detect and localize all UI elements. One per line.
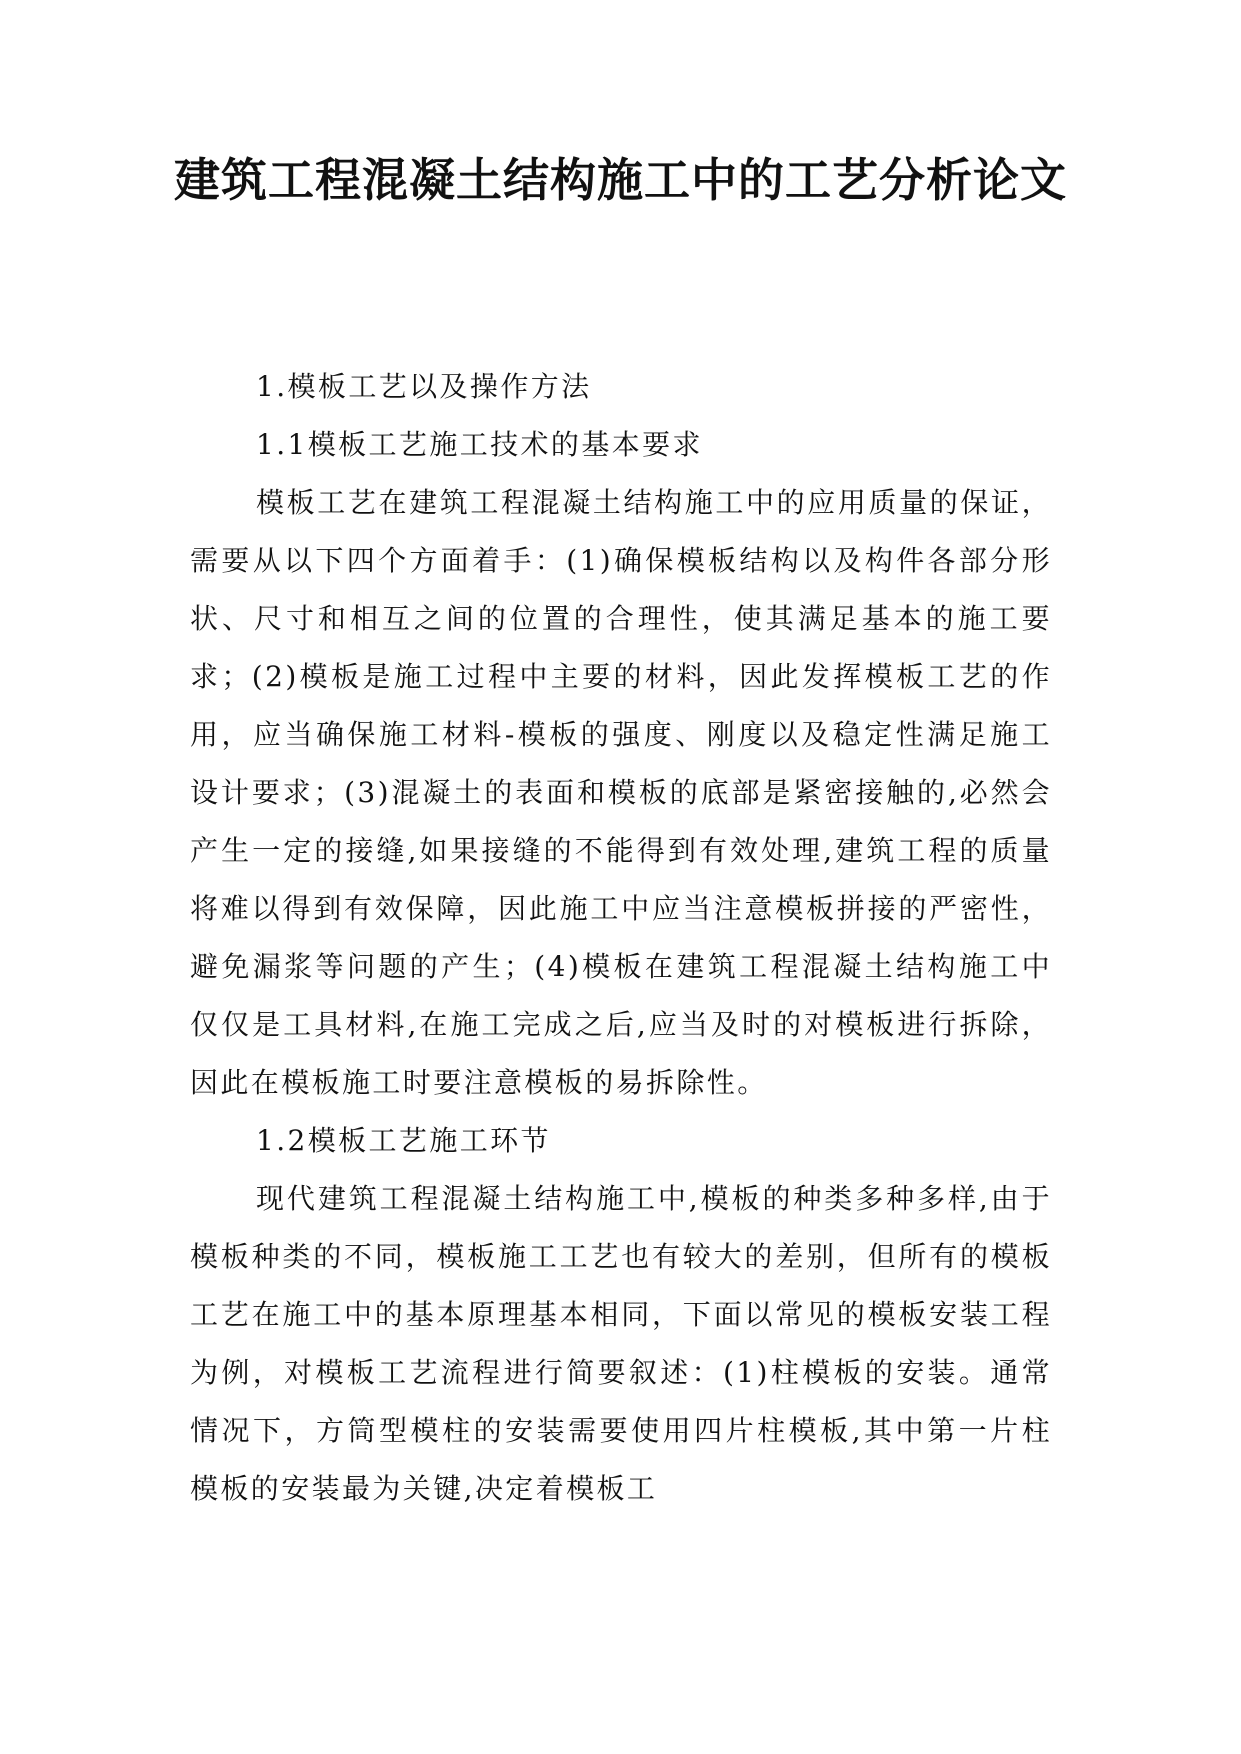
body-paragraph-1-1: 模板工艺在建筑工程混凝土结构施工中的应用质量的保证，需要从以下四个方面着手：(1)确保模板结构以及构件各部分形状、尺寸和相互之间的位置的合理性，使其满足基本的施工要求；(2)模板是施工过程中主要的材料，因此发挥模板工艺的作用，应当确保施工材料-模板的强度、刚度以及稳定性满足施工设计要求；(3)混凝土的表面和模板的底部是紧密接触的,必然会产生一定的接缝,如果接缝的不能得到有效处理,建筑工程的质量将难以得到有效保障，因此施工中应当注意模板拼接的严密性，避免漏浆等问题的产生；(4)模板在建筑工程混凝土结构施工中仅仅是工具材料,在施工完成之后,应当及时的对模板进行拆除，因此在模板施工时要注意模板的易拆除性。 bbox=[190, 486, 1052, 1099]
subsection-heading-1-2: 1.2模板工艺施工环节 bbox=[256, 1124, 551, 1157]
section-heading-1: 1.模板工艺以及操作方法 bbox=[256, 370, 592, 403]
document-body bbox=[190, 358, 1052, 1518]
subsection-heading-1-1: 1.1模板工艺施工技术的基本要求 bbox=[256, 428, 703, 461]
body-paragraph-1-2: 现代建筑工程混凝土结构施工中,模板的种类多种多样,由于模板种类的不同，模板施工工艺也有较大的差别，但所有的模板工艺在施工中的基本原理基本相同，下面以常见的模板安装工程为例，对模板工艺流程进行简要叙述：(1)柱模板的安装。通常情况下，方筒型模柱的安装需要使用四片柱模板,其中第一片柱模板的安装最为关键,决定着模板工 bbox=[190, 1182, 1052, 1505]
document-title: 建筑工程混凝土结构施工中的工艺分析论文 bbox=[174, 153, 1067, 207]
